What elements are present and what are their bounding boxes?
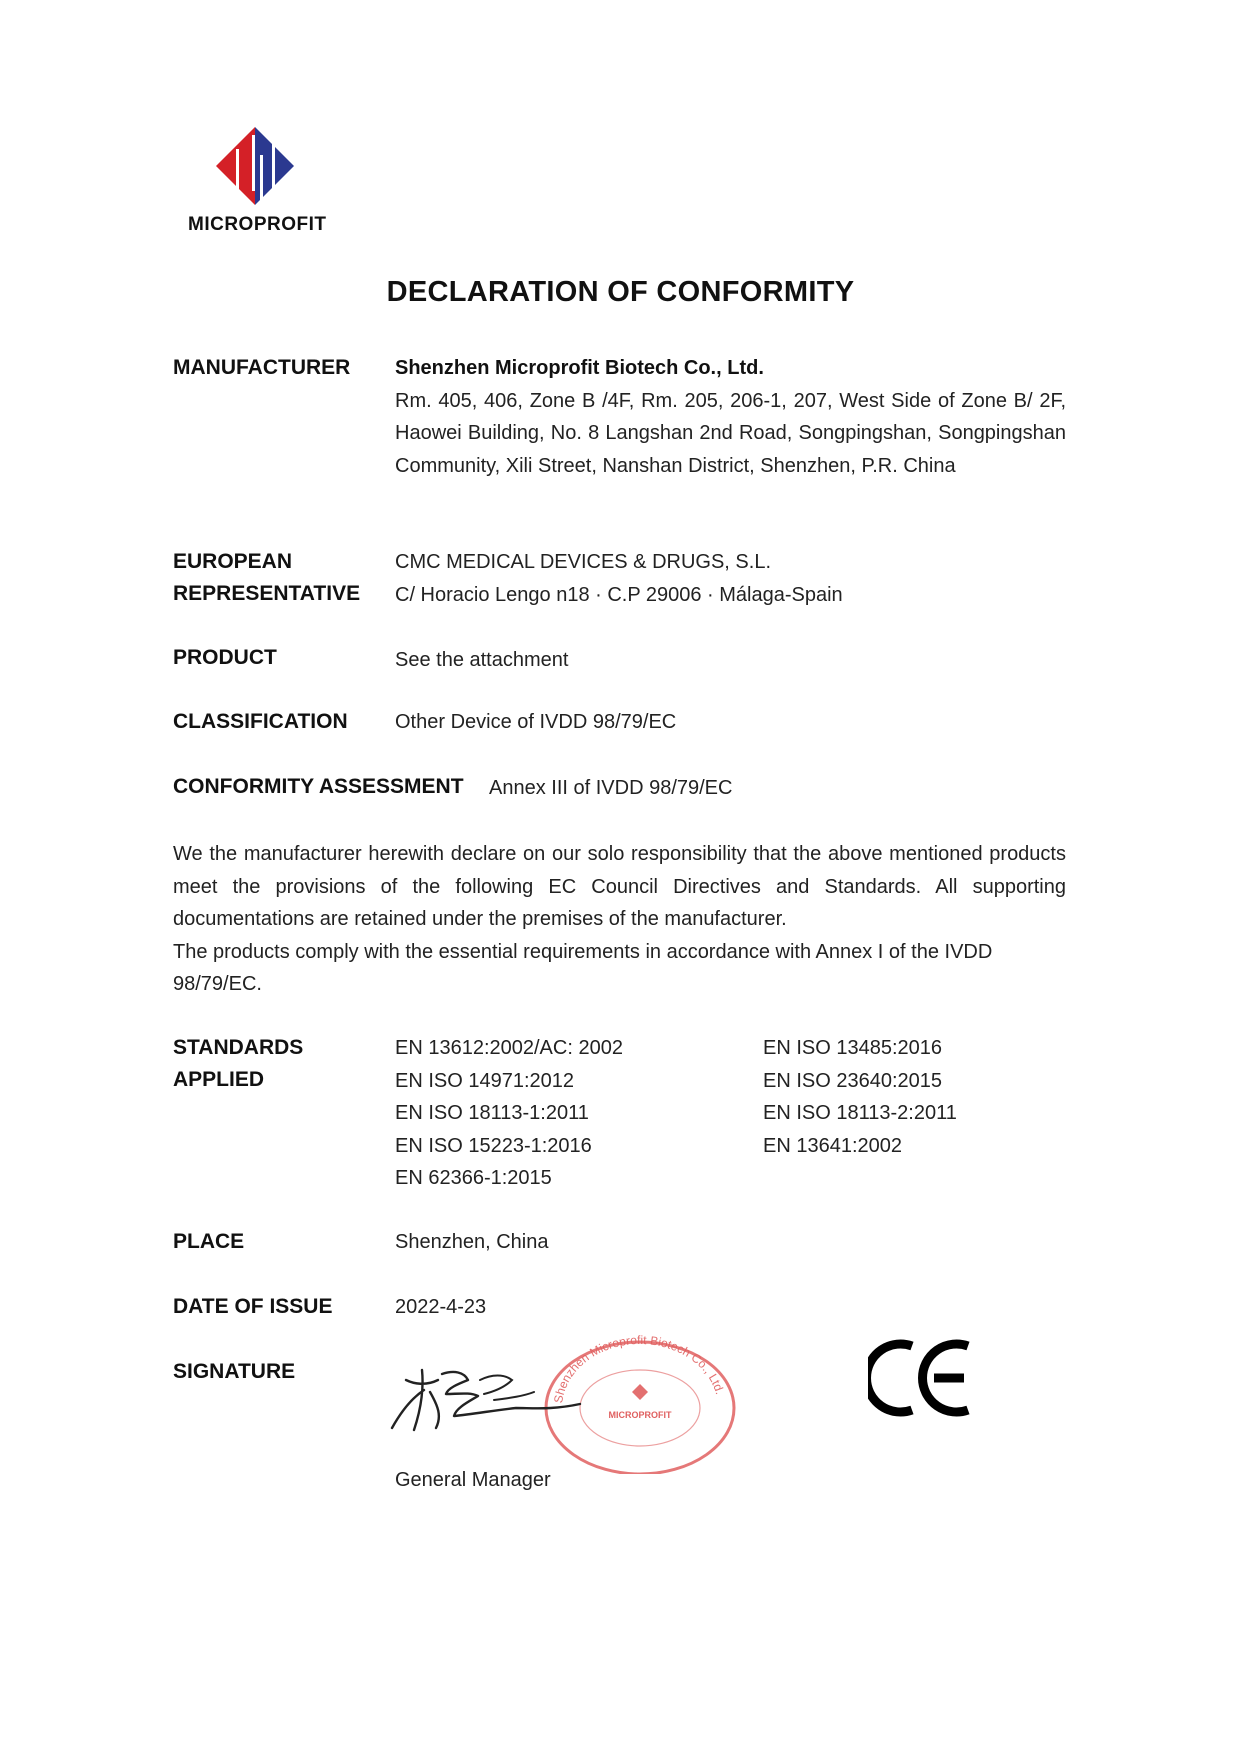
european-rep-block <box>395 546 843 611</box>
page-title: DECLARATION OF CONFORMITY <box>386 276 855 308</box>
classification-value: Other Device of IVDD 98/79/EC <box>395 711 677 733</box>
classification-label: CLASSIFICATION <box>173 710 348 733</box>
product-label: PRODUCT <box>173 646 277 669</box>
standard-item: EN ISO 23640:2015 <box>763 1069 943 1092</box>
product-value: See the attachment <box>395 649 569 671</box>
manufacturer-address: Rm. 405, 406, Zone B /4F, Rm. 205, 206-1, 207, West Side of Zone B/ 2F, Haowei Building, No. 8 Langshan 2nd Road, Songpingshan, Songpingshan Community, Xili Street, Nanshan District, Shenzhen, P.R. China <box>395 389 1066 477</box>
signature-label: SIGNATURE <box>173 1360 296 1383</box>
date-of-issue-value: 2022-4-23 <box>395 1296 487 1318</box>
european-rep-address: C/ Horacio Lengo n18 · C.P 29006 · Málaga-Spain <box>395 583 843 606</box>
company-logo-text: MICROPROFIT <box>188 214 327 235</box>
handwritten-signature-icon <box>384 1350 584 1440</box>
company-logo-icon <box>216 127 294 205</box>
standard-item: EN ISO 18113-1:2011 <box>395 1102 589 1124</box>
standards-label-line2: APPLIED <box>173 1068 265 1091</box>
declaration-paragraph-1: We the manufacturer herewith declare on our solo responsibility that the above mentioned products meet the provisions of the following EC Council Directives and Standards. All supporting documentations are retained under the premises of the manufacturer. <box>173 843 1066 930</box>
standards-list-col1 <box>395 1032 623 1195</box>
standard-item: EN 13612:2002/AC: 2002 <box>395 1037 623 1059</box>
european-rep-label <box>173 546 360 610</box>
standard-item: EN 62366-1:2015 <box>395 1167 552 1189</box>
standards-list-col2 <box>763 1032 957 1162</box>
declaration-text <box>173 838 1066 1001</box>
manufacturer-name: Shenzhen Microprofit Biotech Co., Ltd. <box>395 357 764 379</box>
standard-item: EN ISO 14971:2012 <box>395 1069 575 1092</box>
european-rep-label-line1: EUROPEAN <box>173 550 293 573</box>
standard-item: EN 13641:2002 <box>763 1134 903 1157</box>
manufacturer-label: MANUFACTURER <box>173 356 351 379</box>
standards-label-line1: STANDARDS <box>173 1036 304 1059</box>
declaration-paragraph-2: The products comply with the essential requirements in accordance with Annex I of the IVDD 98/79/EC. <box>173 940 993 995</box>
standard-item: EN ISO 15223-1:2016 <box>395 1134 592 1157</box>
place-label: PLACE <box>173 1230 245 1253</box>
place-value: Shenzhen, China <box>395 1231 549 1253</box>
conformity-label: CONFORMITY ASSESSMENT <box>173 775 464 798</box>
european-rep-label-line2: REPRESENTATIVE <box>173 582 361 605</box>
stamp-text: Shenzhen Microprofit Biotech Co., Ltd. <box>551 1332 728 1405</box>
manufacturer-block <box>395 352 1066 482</box>
standards-label <box>173 1032 303 1096</box>
standard-item: EN ISO 13485:2016 <box>763 1037 943 1059</box>
signatory-title: General Manager <box>395 1469 551 1491</box>
standard-item: EN ISO 18113-2:2011 <box>763 1102 957 1124</box>
stamp-logo-text: MICROPROFIT <box>608 1410 672 1420</box>
ce-mark-icon <box>868 1338 978 1418</box>
conformity-value: Annex III of IVDD 98/79/EC <box>489 777 733 799</box>
european-rep-name: CMC MEDICAL DEVICES & DRUGS, S.L. <box>395 551 771 573</box>
date-of-issue-label: DATE OF ISSUE <box>173 1295 333 1318</box>
